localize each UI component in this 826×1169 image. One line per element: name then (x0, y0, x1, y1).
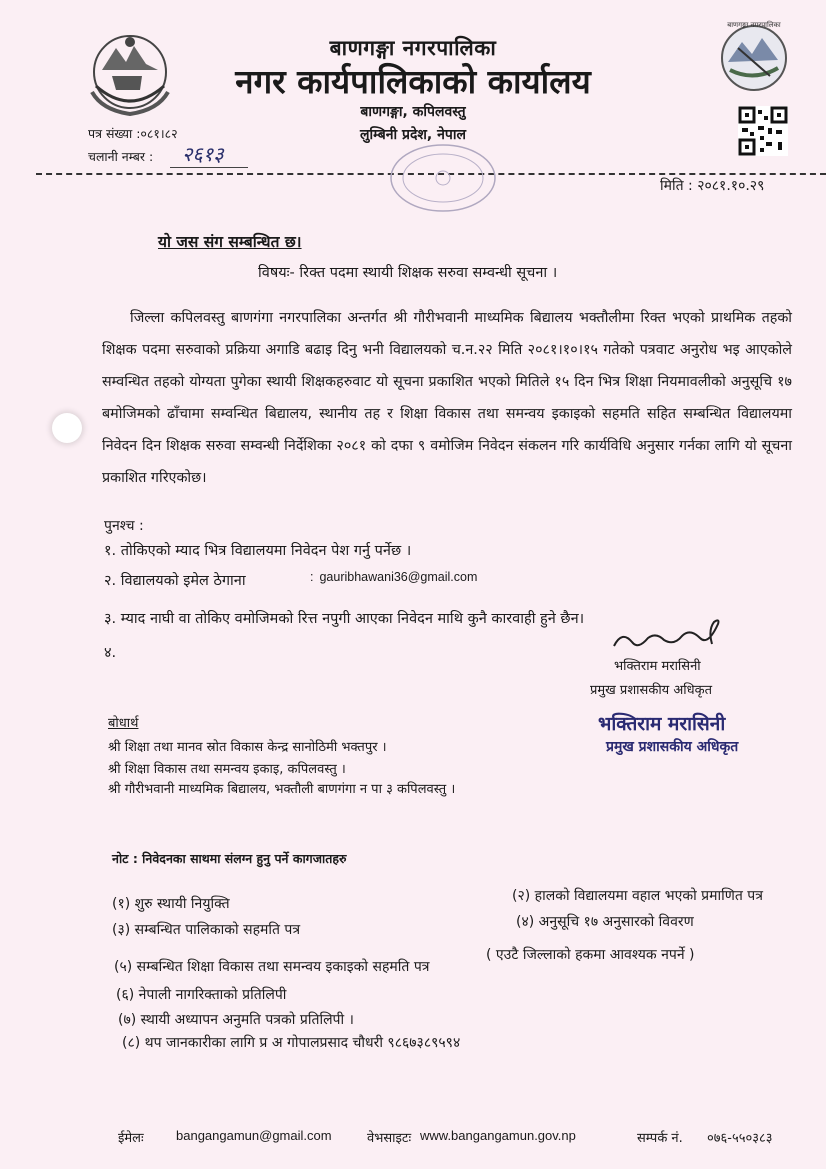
school-email: : gauribhawani36@gmail.com (310, 570, 478, 584)
note-item: (४) अनुसूचि १७ अनुसारको विवरण (516, 914, 694, 930)
dispatch-number-value: २६१३ (182, 142, 224, 166)
office-name: नगर कार्यपालिकाको कार्यालय (235, 62, 591, 101)
cc-item: श्री शिक्षा तथा मानव स्रोत विकास केन्द्र सानोठिमी भक्तपुर । (108, 740, 387, 755)
footer-email-label: ईमेलः (118, 1131, 144, 1146)
postscript-item: १. तोकिएको म्याद भित्र विद्यालयमा निवेदन पेश गर्नु पर्नेछ । (104, 543, 412, 559)
body-paragraph: जिल्ला कपिलवस्तु बाणगंगा नगरपालिका अन्तर्गत श्री गौरीभवानी माध्यमिक बिद्यालय भक्तौलीमा रिक्त भएको प्राथमिक तहको शिक्षक पदमा सरुवाको प्रक्रिया अगाडि बढाइ दिनु भनी विद्यालयको च.न.२२ मिति २०८१।१०।१५ गतेको पत्रवाट अनुरोध भइ आएकोले सम्वन्धित तहको योग्यता पुगेका स्थायी शिक्षकहरुवाट यो सूचना प्रकाशित भएको मितिले १५ दिन भित्र शिक्षा नियमावलीको अनुसूचि १७ बमोजिमको ढाँचामा सम्वन्धित बिद्यालय, स्थानीय तह र शिक्षा विकास तथा समन्वय इकाइको सहमति सहित सम्बन्धित विद्यालयमा निवेदन दिन शिक्षक सरुवा सम्वन्धी निर्देशिका २०८१ को दफा ९ वमोजिम निवेदन संकलन गरि कार्यविधि अनुसार गर्नका लागि यो सूचना प्रकाशित गरिएकोछ। (102, 310, 792, 486)
postscript-item: ३. म्याद नाघी वा तोकिए वमोजिमको रित्त नपुगी आएका निवेदन माथि कुनै कारवाही हुने छैन। (104, 611, 585, 627)
stamp-title: प्रमुख प्रशासकीय अधिकृत (606, 739, 739, 755)
svg-text:बाणगङ्गा नगरपालिका: बाणगङ्गा नगरपालिका (727, 21, 781, 29)
footer-phone-label: सम्पर्क नं. (637, 1131, 683, 1146)
letter-date: मिति : २०८१.१०.२९ (660, 178, 765, 194)
stamp-name: भक्तिराम मरासिनी (598, 713, 726, 735)
address-line-1: बाणगङ्गा, कपिलवस्तु (360, 104, 466, 120)
footer-phone: ०७६-५५०३८३ (707, 1131, 773, 1146)
municipality-name: बाणगङ्गा नगरपालिका (329, 36, 497, 60)
footer-email[interactable]: bangangamun@gmail.com (176, 1128, 332, 1143)
signature-icon (608, 616, 728, 656)
note-item: (७) स्थायी अध्यापन अनुमति पत्रको प्रतिलिपी । (118, 1012, 354, 1028)
footer-website-label: वेभसाइटः (367, 1131, 412, 1146)
signatory-title: प्रमुख प्रशासकीय अधिकृत (590, 683, 713, 698)
office-stamp-icon (388, 142, 498, 214)
cc-item: श्री गौरीभवानी माध्यमिक बिद्यालय, भक्तौली बाणगंगा न पा ३ कपिलवस्तु । (108, 782, 456, 797)
note-item: (८) थप जानकारीका लागि प्र अ गोपालप्रसाद चौधरी ९८६७३८९५९४ (122, 1035, 461, 1051)
cc-item: श्री शिक्षा विकास तथा समन्वय इकाइ, कपिलवस्तु । (108, 762, 346, 777)
addressee-heading: यो जस संग सम्बन्धित छ। (158, 233, 302, 251)
reference-number: पत्र संख्या :०८१।८२ (88, 126, 178, 141)
postscript-label: पुनश्च : (104, 518, 144, 534)
dispatch-underline (170, 167, 248, 168)
dispatch-number-label: चलानी नम्बर : (88, 149, 154, 164)
note-heading: नोट : निवेदनका साथमा संलग्न हुनु पर्ने कागजातहरु (112, 851, 347, 866)
address-line-2: लुम्बिनी प्रदेश, नेपाल (360, 127, 466, 143)
punch-hole (52, 413, 82, 443)
note-item-remark: ( एउटै जिल्लाको हकमा आवश्यक नपर्ने ) (486, 947, 695, 963)
subject-line: विषयः- रिक्त पदमा स्थायी शिक्षक सरुवा सम्वन्धी सूचना । (258, 265, 558, 281)
note-item: (३) सम्बन्धित पालिकाको सहमति पत्र (112, 922, 301, 938)
note-item: (२) हालको विद्यालयमा वहाल भएको प्रमाणित पत्र (512, 888, 763, 904)
signatory-name: भक्तिराम मरासिनी (614, 659, 701, 674)
footer-website[interactable]: www.bangangamun.gov.np (420, 1128, 576, 1143)
note-item: (१) शुरु स्थायी नियुक्ति (112, 896, 230, 912)
note-item: (६) नेपाली नागरिक्ताको प्रतिलिपी (116, 987, 287, 1003)
postscript-item: ४. (104, 645, 117, 661)
postscript-item: २. विद्यालयको इमेल ठेगाना (104, 573, 246, 589)
cc-label: बोधार्थ (108, 716, 139, 731)
note-item: (५) सम्बन्धित शिक्षा विकास तथा समन्वय इकाइको सहमति पत्र (114, 959, 430, 975)
school-email-link[interactable]: gauribhawani36@gmail.com (319, 570, 478, 584)
